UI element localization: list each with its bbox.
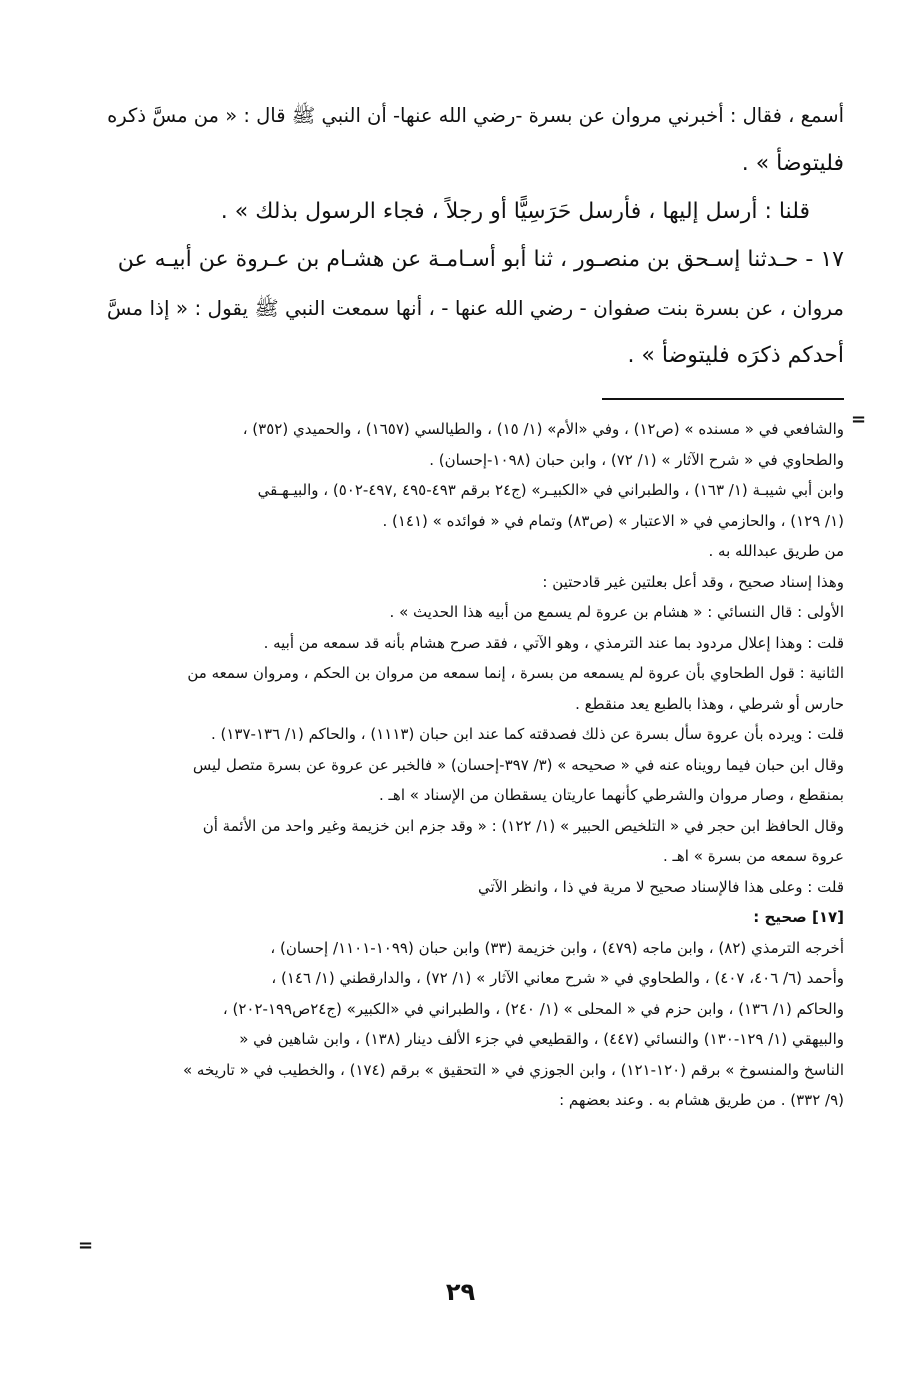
footnote-line: والشافعي في « مسنده » (ص١٢) ، وفي «الأم» (١/ ١٥) ، والطيالسي (١٦٥٧) ، والحميدي (٣٥٢) ، [242, 420, 844, 438]
footnote-line: قلت : ويرده بأن عروة سأل بسرة عن ذلك فصدقته كما عند ابن حبان (١١١٣) ، والحاكم (١/ ١٣٦-١٣٧) . [210, 725, 844, 743]
footnote-line: (١/ ١٢٩) ، والحازمي في « الاعتبار » (ص٨٣) وتمام في « فوائده » (١٤١) . [382, 511, 844, 530]
footnote-line: قلت : وعلى هذا فالإسناد صحيح لا مرية في ذا ، وانظر الآتي [477, 877, 844, 896]
page-body [96, 92, 844, 1116]
main-text-line: أحدكم ذكرَه فليتوضأ » . [627, 343, 844, 368]
footnote-line: وابن أبي شيبـة (١/ ١٦٣) ، والطبراني في «الكبيـر» (ج٢٤ برقم ٤٩٣-٤٩٥ ,٤٩٧-٥٠٢) ، والبيـهـقي [257, 481, 844, 499]
footnote-line: الناسخ والمنسوخ » برقم (١٢٠-١٢١) ، وابن الجوزي في « التحقيق » برقم (١٧٤) ، والخطيب في « تاريخه » [182, 1060, 844, 1079]
main-text-line: قلنا : أرسل إليها ، فأرسل حَرَسِيًّا أو رجلاً ، فجاء الرسول بذلك » . [220, 199, 810, 224]
footnote-line: وهذا إسناد صحيح ، وقد أعل بعلتين غير قادحتين : [542, 572, 844, 591]
main-text-line: أسمع ، فقال : أخبرني مروان عن بسرة -رضي الله عنها- أن النبي ﷺ قال : « من مسَّ ذكره [107, 104, 844, 127]
footnote-line: (٩/ ٣٣٢) . من طريق هشام به . وعند بعضهم : [559, 1091, 844, 1109]
footnote-line: الأولى : قال النسائي : « هشام بن عروة لم يسمع من أبيه هذا الحديث » . [389, 603, 844, 621]
footnote-line: عروة سمعه من بسرة » اهـ . [662, 847, 844, 865]
main-text-line: مروان ، عن بسرة بنت صفوان - رضي الله عنها - ، أنها سمعت النبي ﷺ يقول : « إذا مسَّ [106, 296, 844, 320]
page-number: ٢٩ [445, 1278, 476, 1306]
footnote-line: والحاكم (١/ ١٣٦) ، وابن حزم في « المحلى » (١/ ٢٤٠) ، والطبراني في «الكبير» (ج٢٤ص١٩٩-٢٠٢) ، [222, 999, 844, 1018]
continuation-mark-bottom: = [78, 1235, 94, 1256]
footnote-line: وقال الحافظ ابن حجر في « التلخيص الحبير » (١/ ١٢٢) : « وقد جزم ابن خزيمة وغير واحد من الأئمة أن [202, 816, 844, 835]
main-text-line: ١٧ - حـدثنا إسـحق بن منصـور ، ثنا أبو أسـامـة عن هشـام بن عـروة عن أبيـه عن [117, 247, 844, 272]
footnote-line: الثانية : قول الطحاوي بأن عروة لم يسمعه من بسرة ، إنما سمعه من مروان بن الحكم ، ومروان سمعه من [187, 664, 844, 682]
footnote-line: والطحاوي في « شرح الآثار » (١/ ٧٢) ، وابن حبان (١٠٩٨-إحسان) . [429, 450, 844, 469]
footnote-line: وأحمد (٦/ ٤٠٦، ٤٠٧) ، والطحاوي في « شرح معاني الآثار » (١/ ٧٢) ، والدارقطني (١/ ١٤٦) ، [271, 969, 844, 987]
footnote-line: قلت : وهذا إعلال مردود بما عند الترمذي ، وهو الآتي ، فقد صرح هشام بأنه قد سمعه من أبيه . [263, 633, 844, 652]
main-text-line: فليتوضأ » . [741, 151, 844, 176]
footnote-line: من طريق عبدالله به . [708, 542, 844, 560]
footnote-separator [602, 398, 844, 400]
continuation-mark-top: = [851, 409, 867, 430]
footnote-line: وقال ابن حبان فيما رويناه عنه في « صحيحه » (٣/ ٣٩٧-إحسان) « فالخبر عن عروة عن بسرة متصل ليس [192, 755, 844, 774]
footnote-heading: [١٧] صحيح : [753, 908, 844, 926]
footnote-line: بمنقطع ، وصار مروان والشرطي كأنهما عاريتان يسقطان من الإسناد » اهـ . [379, 786, 844, 804]
footnote-line: أخرجه الترمذي (٨٢) ، وابن ماجه (٤٧٩) ، وابن خزيمة (٣٣) وابن حبان (١٠٩٩-١١٠١/ إحسان) ، [270, 938, 844, 957]
footnote-line: والبيهقي (١/ ١٢٩-١٣٠) والنسائي (٤٤٧) ، والقطيعي في جزء الألف دينار (١٣٨) ، وابن شاهين في « [239, 1030, 844, 1048]
footnote-line: حارس أو شرطي ، وهذا بالطبع يعد منقطع . [575, 694, 844, 713]
